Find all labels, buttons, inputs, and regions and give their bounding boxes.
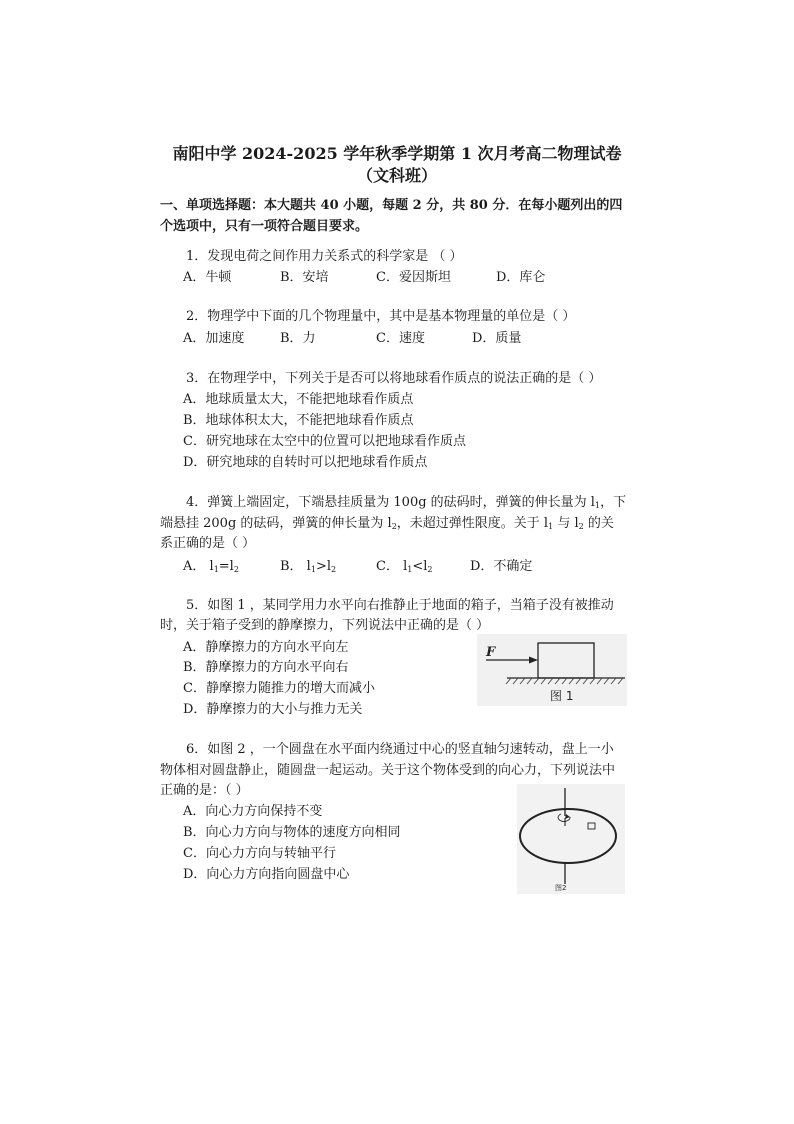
question-6-line3: 正确的是：（ ） (160, 783, 249, 798)
question-2-option-b: B．力 (280, 331, 316, 346)
question-1-option-c: C．爱因斯坦 (376, 270, 451, 285)
section-heading-line2: 个选项中，只有一项符合题目要求。 (160, 219, 369, 234)
figure-2-caption: 图2 (555, 884, 567, 892)
figure-2-small-object (588, 823, 595, 829)
figure-1-force-label: F (486, 645, 496, 660)
question-1-stem: 1．发现电荷之间作用力关系式的科学家是 （ ） (186, 249, 463, 264)
question-4-option-b: B． $l_1>l_2$ (280, 559, 337, 574)
question-4-line1: 4．弹簧上端固定，下端悬挂质量为 100g 的砝码时，弹簧的伸长量为 $l_1$，下 (186, 495, 627, 510)
question-2-option-a: A．加速度 (183, 331, 245, 346)
question-6-line1: 6．如图 2 ，一个圆盘在水平面内绕通过中心的竖直轴匀速转动，盘上一小 (186, 742, 614, 757)
figure-1-box-push (477, 634, 627, 706)
figure-2-rotating-disc (517, 784, 625, 894)
question-5-line2: 时，关于箱子受到的静摩擦力，下列说法中正确的是（ ） (160, 618, 490, 633)
question-6-option-b: B．向心力方向与物体的速度方向相同 (183, 825, 401, 840)
question-5-option-d: D．静摩擦力的大小与推力无关 (183, 702, 363, 717)
section-heading-line1: 一、单项选择题：本大题共 40 小题，每题 2 分，共 80 分．在每小题列出的四 (160, 198, 623, 213)
question-4-line2: 端悬挂 200g 的砝码，弹簧的伸长量为 $l_2$，未超过弹性限度。关于 $l_1$ 与 $l_2$ 的关 (160, 516, 614, 531)
figure-1-box (538, 643, 594, 678)
page-title: 南阳中学 2024-2025 学年秋季学期第 1 次月考高二物理试卷 (172, 144, 622, 163)
question-4-option-c: C． $l_1<l_2$ (376, 559, 433, 574)
question-6-option-d: D．向心力方向指向圆盘中心 (183, 867, 350, 882)
question-2-stem: 2．物理学中下面的几个物理量中，其中是基本物理量的单位是（ ） (186, 309, 576, 324)
question-5-option-b: B．静摩擦力的方向水平向右 (183, 660, 349, 675)
figure-2-background (517, 784, 625, 894)
question-6-line2: 物体相对圆盘静止，随圆盘一起运动。关于这个物体受到的向心力，下列说法中 (160, 763, 616, 778)
question-4-line3: 系正确的是（ ） (160, 536, 256, 551)
question-4-option-d: D．不确定 (470, 559, 533, 574)
question-2-option-c: C．速度 (376, 331, 425, 346)
question-3-option-c: C．研究地球在太空中的位置可以把地球看作质点 (183, 434, 466, 449)
question-2-option-d: D．质量 (472, 331, 522, 346)
question-5-line1: 5．如图 1 ，某同学用力水平向右推静止于地面的箱子，当箱子没有被推动 (186, 598, 614, 613)
question-3-option-b: B．地球体积太大，不能把地球看作质点 (183, 413, 414, 428)
question-1-option-a: A．牛顿 (183, 270, 232, 285)
question-1-option-d: D．库仑 (496, 270, 546, 285)
question-6-option-a: A．向心力方向保持不变 (183, 804, 323, 819)
figure-1-caption: 图 1 (550, 689, 574, 703)
question-3-stem: 3．在物理学中，下列关于是否可以将地球看作质点的说法正确的是（ ） (186, 371, 602, 386)
question-6-option-c: C．向心力方向与转轴平行 (183, 846, 336, 861)
page-subtitle: （文科班） (356, 166, 437, 185)
question-1-option-b: B．安培 (280, 270, 329, 285)
question-5-option-c: C．静摩擦力随推力的增大而减小 (183, 681, 375, 696)
question-3-option-d: D．研究地球的自转时可以把地球看作质点 (183, 455, 428, 470)
question-3-option-a: A．地球质量太大，不能把地球看作质点 (183, 392, 414, 407)
question-5-option-a: A．静摩擦力的方向水平向左 (183, 640, 349, 655)
question-4-option-a: A． $l_1=l_2$ (183, 559, 239, 574)
